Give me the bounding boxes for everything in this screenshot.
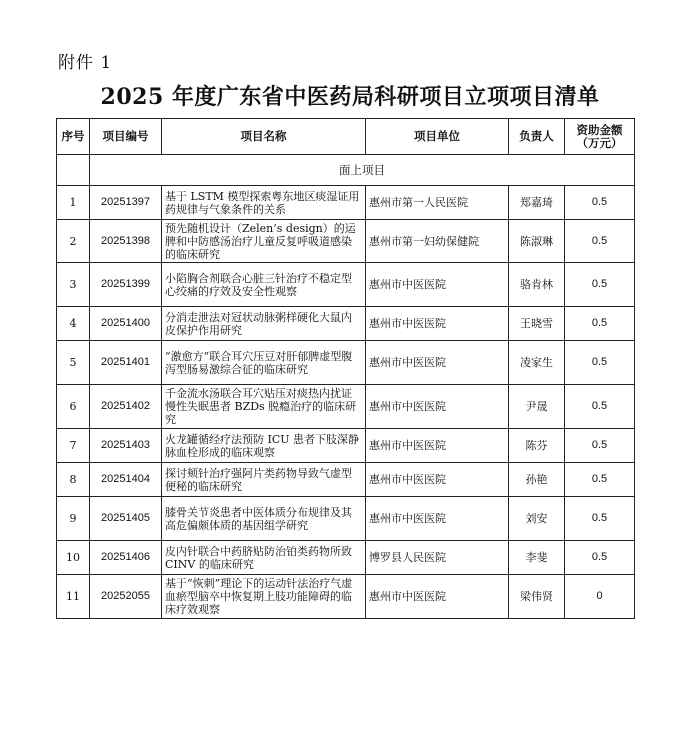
row-code: 20251401 — [90, 341, 162, 385]
row-code: 20251404 — [90, 463, 162, 497]
row-amount: 0.5 — [565, 341, 635, 385]
row-leader: 郑嘉琦 — [509, 186, 565, 220]
section-blank-cell — [57, 155, 90, 186]
document-title: 2025 年度广东省中医药局科研项目立项项目清单 — [100, 84, 600, 110]
row-leader: 尹晟 — [509, 385, 565, 429]
row-project-name: “激愈方”联合耳穴压豆对肝郁脾虚型腹泻型肠易激综合征的临床研究 — [162, 341, 366, 385]
row-seq: 8 — [57, 463, 90, 497]
row-project-name: 基于 LSTM 模型探索粤东地区痰湿证用药规律与气象条件的关系 — [162, 186, 366, 220]
table-row — [57, 385, 635, 429]
table-row — [57, 497, 635, 541]
table-row — [57, 186, 635, 220]
row-leader: 陈淑琳 — [509, 220, 565, 263]
row-leader: 王晓雪 — [509, 307, 565, 341]
table-header-row — [57, 119, 635, 155]
row-unit: 博罗县人民医院 — [366, 541, 509, 575]
row-leader: 李斐 — [509, 541, 565, 575]
row-project-name: 基于“恢刺”理论下的运动针法治疗气虚血瘀型脑卒中恢复期上肢功能障碍的临床疗效观察 — [162, 575, 366, 619]
row-leader: 凌家生 — [509, 341, 565, 385]
project-list-table — [56, 118, 635, 619]
table-row — [57, 541, 635, 575]
row-code: 20251397 — [90, 186, 162, 220]
row-unit: 惠州市第一妇幼保健院 — [366, 220, 509, 263]
header-unit: 项目单位 — [366, 119, 509, 155]
row-unit: 惠州市中医医院 — [366, 307, 509, 341]
header-code: 项目编号 — [90, 119, 162, 155]
table-row — [57, 307, 635, 341]
row-amount: 0.5 — [565, 541, 635, 575]
section-row — [57, 155, 635, 186]
row-project-name: 探讨颊针治疗强阿片类药物导致气虚型便秘的临床研究 — [162, 463, 366, 497]
row-seq: 10 — [57, 541, 90, 575]
row-code: 20251403 — [90, 429, 162, 463]
row-code: 20251399 — [90, 263, 162, 307]
row-leader: 梁伟贤 — [509, 575, 565, 619]
row-code: 20251400 — [90, 307, 162, 341]
row-code: 20251402 — [90, 385, 162, 429]
row-seq: 4 — [57, 307, 90, 341]
header-seq: 序号 — [57, 119, 90, 155]
row-leader: 骆肯林 — [509, 263, 565, 307]
row-amount: 0.5 — [565, 429, 635, 463]
row-project-name: 分消走泄法对冠状动脉粥样硬化大鼠内皮保护作用研究 — [162, 307, 366, 341]
row-amount: 0.5 — [565, 220, 635, 263]
row-leader: 刘安 — [509, 497, 565, 541]
row-unit: 惠州市中医医院 — [366, 385, 509, 429]
header-amount: 资助金额（万元） — [565, 119, 635, 155]
row-amount: 0.5 — [565, 463, 635, 497]
attachment-label: 附件 1 — [58, 53, 113, 73]
row-code: 20251398 — [90, 220, 162, 263]
table-row — [57, 220, 635, 263]
row-seq: 3 — [57, 263, 90, 307]
table-row — [57, 263, 635, 307]
row-unit: 惠州市第一人民医院 — [366, 186, 509, 220]
row-seq: 11 — [57, 575, 90, 619]
row-code: 20251405 — [90, 497, 162, 541]
row-project-name: 火龙罐循经疗法预防 ICU 患者下肢深静脉血栓形成的临床观察 — [162, 429, 366, 463]
section-title: 面上项目 — [90, 155, 635, 186]
row-amount: 0.5 — [565, 385, 635, 429]
row-project-name: 膝骨关节炎患者中医体质分布规律及其高危偏颇体质的基因组学研究 — [162, 497, 366, 541]
table-row — [57, 341, 635, 385]
row-project-name: 皮内针联合中药脐贴防治铂类药物所致 CINV 的临床研究 — [162, 541, 366, 575]
row-amount: 0.5 — [565, 263, 635, 307]
row-unit: 惠州市中医医院 — [366, 341, 509, 385]
header-leader: 负责人 — [509, 119, 565, 155]
row-seq: 2 — [57, 220, 90, 263]
row-amount: 0.5 — [565, 307, 635, 341]
row-unit: 惠州市中医医院 — [366, 497, 509, 541]
row-code: 20251406 — [90, 541, 162, 575]
header-name: 项目名称 — [162, 119, 366, 155]
row-leader: 孙艳 — [509, 463, 565, 497]
table-row — [57, 463, 635, 497]
row-seq: 9 — [57, 497, 90, 541]
row-amount: 0 — [565, 575, 635, 619]
row-seq: 5 — [57, 341, 90, 385]
table-row — [57, 429, 635, 463]
row-unit: 惠州市中医医院 — [366, 429, 509, 463]
row-project-name: 小陷胸合剂联合心脏三针治疗不稳定型心绞痛的疗效及安全性观察 — [162, 263, 366, 307]
row-seq: 6 — [57, 385, 90, 429]
row-seq: 1 — [57, 186, 90, 220]
table-row — [57, 575, 635, 619]
row-project-name: 预先随机设计（Zelen’s design）的运脾和中防感汤治疗儿童反复呼吸道感染的临床研究 — [162, 220, 366, 263]
row-seq: 7 — [57, 429, 90, 463]
row-code: 20252055 — [90, 575, 162, 619]
row-project-name: 千金流水汤联合耳穴贴压对痰热内扰证慢性失眠患者 BZDs 脱瘾治疗的临床研究 — [162, 385, 366, 429]
row-unit: 惠州市中医医院 — [366, 575, 509, 619]
row-unit: 惠州市中医医院 — [366, 463, 509, 497]
row-leader: 陈芬 — [509, 429, 565, 463]
row-amount: 0.5 — [565, 186, 635, 220]
row-unit: 惠州市中医医院 — [366, 263, 509, 307]
row-amount: 0.5 — [565, 497, 635, 541]
